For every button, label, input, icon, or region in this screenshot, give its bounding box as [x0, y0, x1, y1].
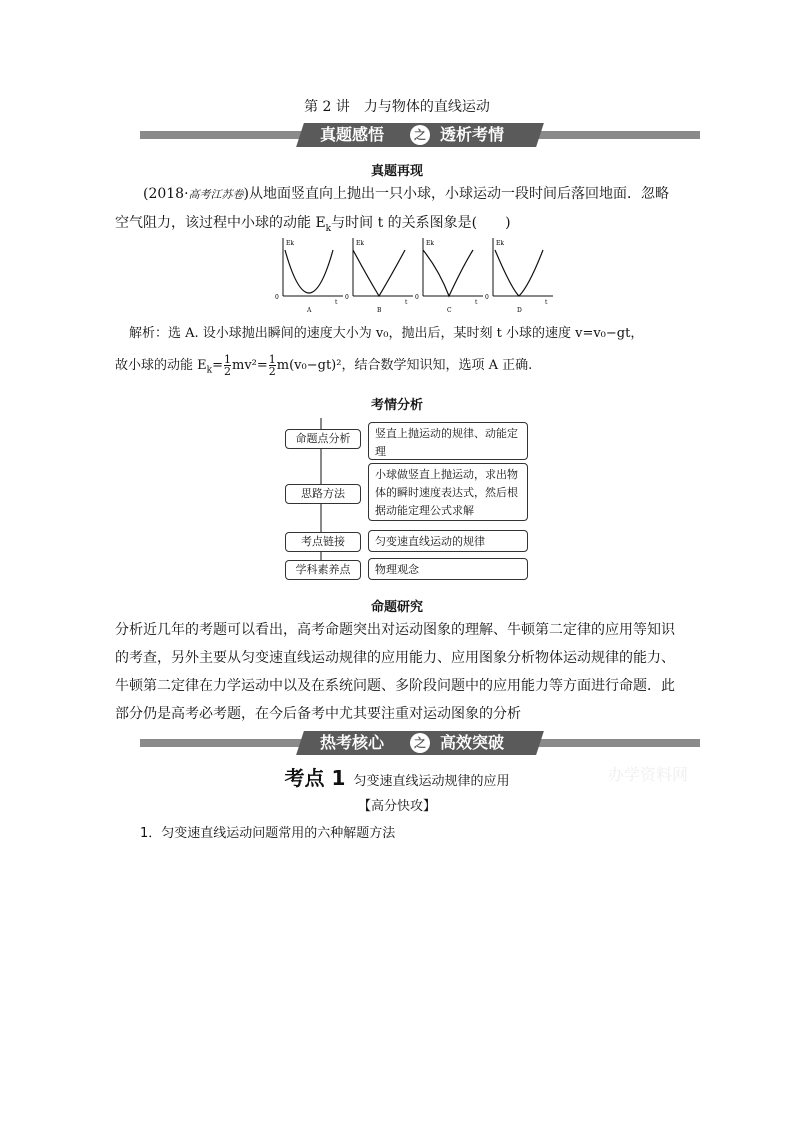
section-head-zhenti: 真题再现	[370, 164, 423, 179]
lecture-title: 力与物体的直线运动	[363, 99, 490, 115]
section-head-yanjiu: 命题研究	[370, 600, 423, 615]
graph-b-ylabel: Ek	[356, 240, 365, 247]
graph-c-label: C	[447, 307, 452, 314]
graph-a-ylabel: Ek	[286, 240, 295, 247]
research-paragraph: 分析近几年的考题可以看出，高考命题突出对运动图象的理解、牛顿第二定律的应用等知识的考查，另外主要从匀变速直线运动规律的应用能力、应用图象分析物体运动规律的能力、牛顿第二定律在力学运动中以及在系统问题、多阶段问题中的应用能力等方面进行命题．此部分仍是高考必考题，在今后备考中尤其要注重对运动图象的分析	[115, 622, 675, 722]
graph-a-label: A	[307, 307, 312, 314]
graph-option-a[interactable]	[275, 236, 345, 314]
banner2-right-label: 高效突破	[440, 733, 505, 752]
svg-text:0: 0	[275, 294, 279, 301]
graph-option-c[interactable]	[415, 236, 485, 314]
graph-d-ylabel: Ek	[496, 240, 505, 247]
banner1-left-label: 真题感悟	[320, 125, 385, 144]
flow-label-silu: 思路方法	[285, 484, 361, 504]
svg-text:t: t	[335, 299, 338, 306]
analysis-text	[115, 318, 675, 387]
question-text: (2018·高考江苏卷)从地面竖直向上抛出一只小球，小球运动一段时间后落回地面．忽略 空气阻力，该过程中小球的动能 $E_k$与时间 t 的关系图象是( )	[115, 186, 670, 234]
svg-text:0: 0	[345, 294, 349, 301]
svg-text:t: t	[545, 299, 548, 306]
svg-text:0: 0	[415, 294, 419, 301]
svg-text:t: t	[475, 299, 478, 306]
section-banner-1	[140, 123, 700, 147]
watermark: 办学资料网	[608, 765, 689, 784]
gaofen-heading: 【高分快攻】	[357, 799, 436, 814]
flow-box-kaodian: 匀变速直线运动的规律	[368, 530, 528, 552]
lecture-number: 第 2 讲	[304, 99, 350, 115]
graph-option-d[interactable]	[485, 236, 555, 314]
flow-label-suyang: 学科素养点	[285, 560, 361, 580]
analysis-line-1: 解析：选 A. 设小球抛出瞬间的速度大小为 v₀，抛出后，某时刻 t 小球的速度 v=v₀−gt，	[129, 326, 644, 341]
banner2-left-label: 热考核心	[320, 733, 385, 752]
section-head-kaoqing: 考情分析	[370, 398, 423, 413]
graph-option-b[interactable]	[345, 236, 415, 314]
svg-text:0: 0	[485, 294, 489, 301]
flow-box-suyang: 物理观念	[368, 558, 528, 580]
flow-label-kaodian: 考点链接	[285, 532, 361, 552]
page-title	[0, 96, 794, 116]
section-banner-2	[140, 731, 700, 755]
banner1-logo-icon: 之	[410, 125, 430, 145]
analysis-line-2: 故小球的动能 $E_k=$ $\frac{1}{2}$ mv²= $\frac{1}{2}$ m(v₀−gt)²，结合数学知识知，选项 A 正确.	[115, 353, 533, 378]
banner2-logo-icon: 之	[410, 733, 430, 753]
list-item-1: 1．匀变速直线运动问题常用的六种解题方法	[140, 826, 396, 841]
svg-text:t: t	[405, 299, 408, 306]
flow-box-silu: 小球做竖直上抛运动，求出物体的瞬时速度表达式，然后根据动能定理公式求解	[368, 463, 528, 521]
question-source: 高考江苏卷	[188, 188, 244, 201]
banner1-right-label: 透析考情	[440, 125, 505, 144]
flow-label-mingtidian: 命题点分析	[285, 429, 361, 449]
graph-d-label: D	[517, 307, 522, 314]
graph-c-ylabel: Ek	[426, 240, 435, 247]
kaodian-number: 考点 1	[284, 766, 346, 790]
flow-box-mingtidian: 竖直上抛运动的规律、动能定理	[368, 422, 528, 460]
kaodian-title: 匀变速直线运动规律的应用	[353, 774, 510, 789]
graph-b-label: B	[377, 307, 382, 314]
